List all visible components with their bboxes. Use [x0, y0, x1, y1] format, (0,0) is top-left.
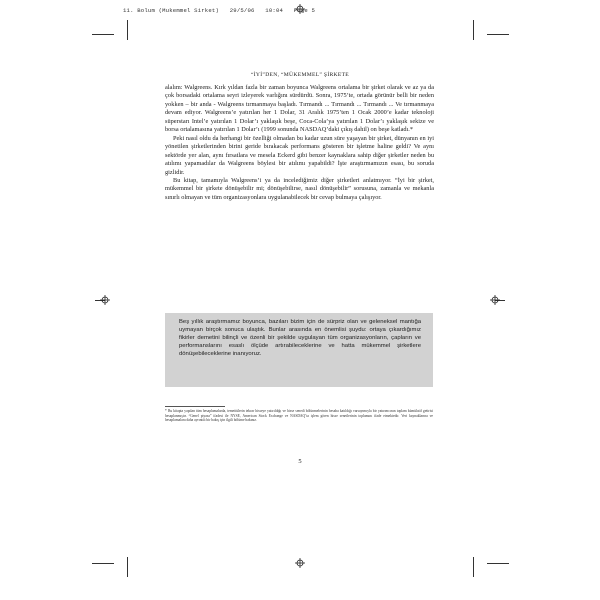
footnote-rule	[165, 406, 225, 407]
crop-mark	[127, 557, 128, 577]
running-head: “İYİ”DEN, “MÜKEMMEL” ŞİRKETE	[250, 72, 350, 78]
paragraph: alalım: Walgreens. Kırk yıldan fazla bir zaman boyunca Walgreens ortalama bir şirket olarak ve az ya da çok borsadaki ortalama seyri izleyerek varlığını sürdürdü. Sonra, 1975’te, ortada görünür belli bir neden yokken – bir anda - Walgreens tırmanmaya başladı. Tırmandı ... Tırmandı ... Tırmandı ... Ve tırmanmaya devam ediyor. Walgreens’e yatırılan her 1 Dolar, 31 Aralık 1975’ten 1 Ocak 2000’e kadar teknoloji süperstarı Intel’e yatırılan 1 Dolar’ı yaklaşık beşe, Coca-Cola’ya yatırılan 1 Dolar’ı yaklaşık sekize ve borsa ortalamasına yatırılan 1 Dolar’ı (1999 sonunda NASDAQ’daki çıkış dahil) on beşe katladı.*	[165, 84, 434, 134]
registration-mark-icon	[295, 4, 305, 14]
registration-mark-icon	[100, 295, 110, 305]
paragraph: Peki nasıl oldu da herhangi bir özelliği olmadan bu kadar uzun süre yaşayan bir şirket, dünyanın en iyi yönetilen şirketlerinden birini geride bırakacak performans gösteren bir işletme haline geldi? Ve aynı sektörde yer alan, aynı fırsatlara ve mesela Eckerd gibi benzer kaynaklara sahip diğer şirketler neden bu atılımı yapamadılar da Walgreens böylesi bir atılımı yapabildi? İşte araştırmamızın esası, bu soruda gizlidir.	[165, 134, 434, 176]
paragraph: Bu kitap, tamamıyla Walgreens’i ya da incelediğimiz diğer şirketleri anlatmıyor. “İyi bir şirket, mükemmel bir şirkete dönüşebilir mi; dönüşebilirse, nasıl dönüşebilir” sorusuna, zamanla ve mekanla sınırlı olmayan ve tüm organizasyonlara uygulanabilecek bir cevap bulmaya çalışıyor.	[165, 176, 434, 201]
body-text	[165, 84, 434, 202]
page-number: 5	[298, 458, 302, 465]
print-slug: 11. Bolum (Mukemmel Sirket) 29/5/06 10:04 Page 5	[123, 7, 316, 14]
crop-mark	[92, 34, 114, 35]
crop-mark	[92, 563, 114, 564]
footnote: * Bu kitapta yapılan tüm hesaplamalarda, temettülerin tekrar hisseye yatırıldığı ve hisse senedi bölünmelerinin hesaba katıldığı varsayımıyla bir yatırımcının toplam kümülatif getirisi hesaplanmıştır. “Genel piyasa” ifadesi ile NYSE, American Stock Exchange ve NASDAQ’ta işlem gören hisse senetlerinin toplamını ifade etmektedir. Veri kaynaklarına ve hesaplamalara daha ayrıntılı bir bakış için ilgili bölüme bakınız.	[165, 409, 433, 423]
crop-mark	[127, 20, 128, 40]
crop-mark	[473, 20, 474, 40]
callout-box	[165, 313, 433, 387]
crop-mark	[473, 557, 474, 577]
registration-mark-icon	[295, 558, 305, 568]
registration-mark-icon	[490, 295, 500, 305]
crop-mark	[487, 563, 509, 564]
crop-mark	[487, 34, 509, 35]
callout-text: Beş yıllık araştırmamız boyunca, bazıları bizim için de sürpriz olan ve geleneksel mantığa uymayan birçok sonuca ulaştık. Bunlar arasında en önemlisi şuydu: ortaya çıkardığımız fikirler demetini bilinçli ve özenli bir şekilde uygulayan tüm organizasyonların, çapların ve performanslarını esaslı ölçüde artırabileceklerine ve hatta mükemmel şirketlere dönüşebileceklerine inanıyoruz.	[179, 319, 421, 357]
